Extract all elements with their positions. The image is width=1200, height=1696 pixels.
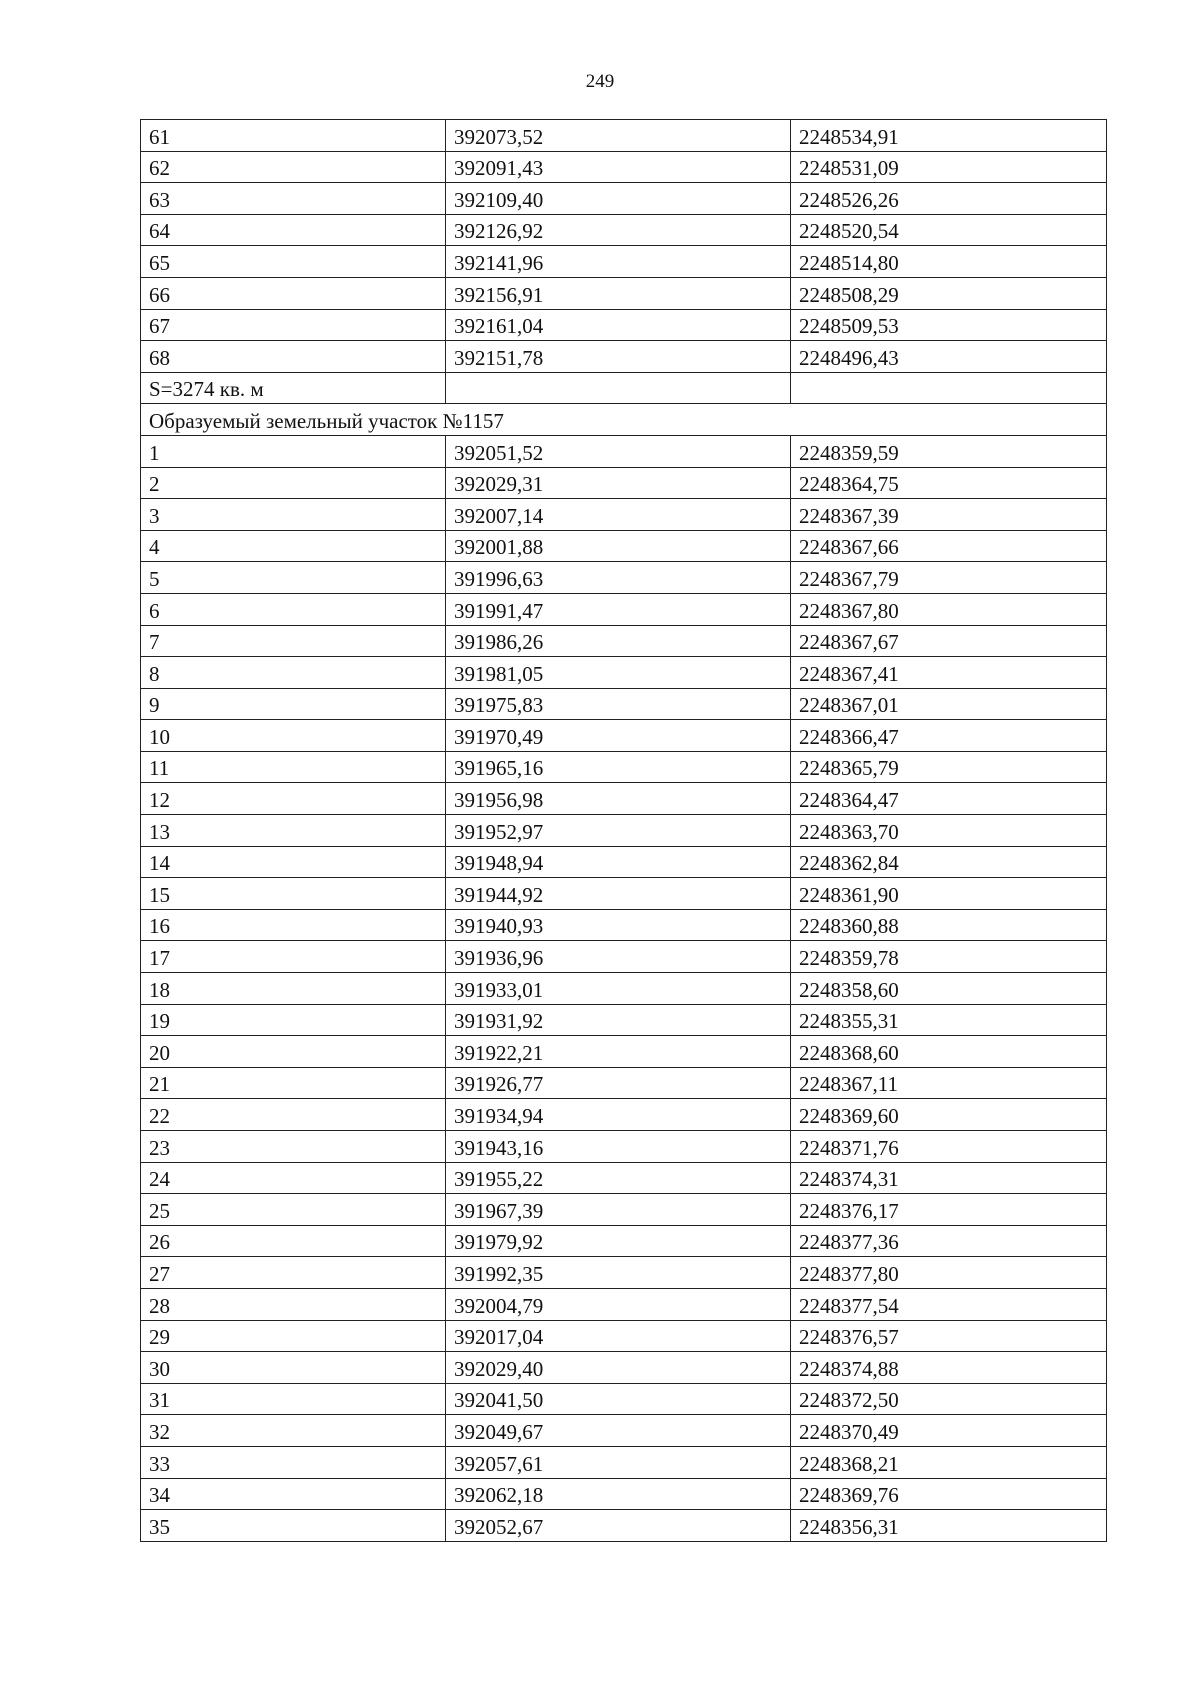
coord-y-cell: 2248362,84	[791, 846, 1107, 878]
point-number-cell: 18	[141, 973, 446, 1005]
point-number-cell: 15	[141, 878, 446, 910]
coord-y-cell: 2248534,91	[791, 120, 1107, 152]
coord-y-cell: 2248367,11	[791, 1067, 1107, 1099]
point-number-cell: 22	[141, 1099, 446, 1131]
table-row	[141, 878, 1107, 910]
coord-y-cell: 2248377,36	[791, 1225, 1107, 1257]
coord-y-cell: 2248367,80	[791, 593, 1107, 625]
point-number-cell: 63	[141, 183, 446, 215]
coord-y-cell: 2248374,88	[791, 1352, 1107, 1384]
table-row	[141, 562, 1107, 594]
point-number-cell: 21	[141, 1067, 446, 1099]
table-row	[141, 1383, 1107, 1415]
point-number-cell: 64	[141, 214, 446, 246]
table-row	[141, 1320, 1107, 1352]
coord-y-cell: 2248364,47	[791, 783, 1107, 815]
table-row	[141, 1478, 1107, 1510]
table-row	[141, 246, 1107, 278]
point-number-cell: 13	[141, 815, 446, 847]
point-number-cell: 12	[141, 783, 446, 815]
table-row	[141, 1099, 1107, 1131]
coord-x-cell: 391933,01	[446, 973, 791, 1005]
coord-x-cell: 391991,47	[446, 593, 791, 625]
table-row	[141, 720, 1107, 752]
coord-y-cell: 2248360,88	[791, 909, 1107, 941]
coord-x-cell: 391970,49	[446, 720, 791, 752]
coord-y-cell: 2248363,70	[791, 815, 1107, 847]
table-row	[141, 1067, 1107, 1099]
coord-x-cell: 391986,26	[446, 625, 791, 657]
section-title: Образуемый земельный участок №1157	[141, 404, 1107, 436]
coord-y-cell: 2248520,54	[791, 214, 1107, 246]
coord-y-cell: 2248367,39	[791, 499, 1107, 531]
coord-y-cell: 2248531,09	[791, 151, 1107, 183]
point-number-cell: 19	[141, 1004, 446, 1036]
table-row	[141, 530, 1107, 562]
point-number-cell: 9	[141, 688, 446, 720]
table-row	[141, 499, 1107, 531]
table-row	[141, 846, 1107, 878]
table-row	[141, 277, 1107, 309]
point-number-cell: 32	[141, 1415, 446, 1447]
coord-y-cell: 2248496,43	[791, 341, 1107, 373]
point-number-cell: 33	[141, 1446, 446, 1478]
coord-x-cell: 391944,92	[446, 878, 791, 910]
coord-y-cell: 2248369,76	[791, 1478, 1107, 1510]
point-number-cell: 17	[141, 941, 446, 973]
coord-x-cell: 392062,18	[446, 1478, 791, 1510]
coord-x-cell: 392004,79	[446, 1288, 791, 1320]
table-row	[141, 1510, 1107, 1542]
coord-y-cell: 2248370,49	[791, 1415, 1107, 1447]
table-row	[141, 593, 1107, 625]
coord-x-cell: 391922,21	[446, 1036, 791, 1068]
point-number-cell: 61	[141, 120, 446, 152]
coord-x-cell: 392007,14	[446, 499, 791, 531]
coord-y-cell: 2248364,75	[791, 467, 1107, 499]
point-number-cell: 35	[141, 1510, 446, 1542]
coord-x-cell: 392073,52	[446, 120, 791, 152]
coord-y-cell: 2248376,17	[791, 1194, 1107, 1226]
table-row	[141, 214, 1107, 246]
coord-y-cell: 2248358,60	[791, 973, 1107, 1005]
table-row	[141, 657, 1107, 689]
coord-y-cell: 2248355,31	[791, 1004, 1107, 1036]
coord-x-cell: 392052,67	[446, 1510, 791, 1542]
coord-x-cell: 392091,43	[446, 151, 791, 183]
coord-x-cell: 391965,16	[446, 751, 791, 783]
table-row	[141, 120, 1107, 152]
coord-x-cell: 392051,52	[446, 435, 791, 467]
coord-y-cell: 2248377,80	[791, 1257, 1107, 1289]
coord-x-cell: 391981,05	[446, 657, 791, 689]
point-number-cell: 65	[141, 246, 446, 278]
coord-x-cell: 392029,31	[446, 467, 791, 499]
table-row	[141, 688, 1107, 720]
table-row	[141, 1004, 1107, 1036]
coord-x-cell: 391940,93	[446, 909, 791, 941]
coord-x-cell: 392151,78	[446, 341, 791, 373]
point-number-cell: 7	[141, 625, 446, 657]
point-number-cell: 24	[141, 1162, 446, 1194]
coord-y-cell: 2248509,53	[791, 309, 1107, 341]
coord-y-cell: 2248367,79	[791, 562, 1107, 594]
point-number-cell: 20	[141, 1036, 446, 1068]
coord-y-cell: 2248356,31	[791, 1510, 1107, 1542]
point-number-cell: 11	[141, 751, 446, 783]
point-number-cell: 14	[141, 846, 446, 878]
point-number-cell: 31	[141, 1383, 446, 1415]
table-row	[141, 467, 1107, 499]
coord-y-cell: 2248367,01	[791, 688, 1107, 720]
coord-x-cell: 391943,16	[446, 1131, 791, 1163]
coordinates-table	[140, 119, 1107, 1542]
coord-x-cell: 391979,92	[446, 1225, 791, 1257]
coord-y-cell: 2248367,66	[791, 530, 1107, 562]
table-row	[141, 341, 1107, 373]
table-row	[141, 1225, 1107, 1257]
coord-y-cell: 2248359,59	[791, 435, 1107, 467]
point-number-cell: 28	[141, 1288, 446, 1320]
table-row	[141, 1257, 1107, 1289]
coord-y-cell: 2248369,60	[791, 1099, 1107, 1131]
coord-y-cell: 2248377,54	[791, 1288, 1107, 1320]
coord-y-cell: 2248365,79	[791, 751, 1107, 783]
coord-x-cell: 392141,96	[446, 246, 791, 278]
point-number-cell: 27	[141, 1257, 446, 1289]
coord-x-cell: 391926,77	[446, 1067, 791, 1099]
coord-y-cell: 2248359,78	[791, 941, 1107, 973]
coord-y-cell: 2248526,26	[791, 183, 1107, 215]
coord-x-cell: 392001,88	[446, 530, 791, 562]
coord-x-cell: 391931,92	[446, 1004, 791, 1036]
coord-y-cell: 2248371,76	[791, 1131, 1107, 1163]
point-number-cell: 5	[141, 562, 446, 594]
table-row	[141, 783, 1107, 815]
table-row	[141, 751, 1107, 783]
point-number-cell: 16	[141, 909, 446, 941]
point-number-cell: 1	[141, 435, 446, 467]
point-number-cell: 2	[141, 467, 446, 499]
coord-x-cell: 391956,98	[446, 783, 791, 815]
table-row	[141, 1288, 1107, 1320]
area-summary	[141, 372, 1107, 435]
table-row	[141, 973, 1107, 1005]
point-number-cell: 8	[141, 657, 446, 689]
point-number-cell: 3	[141, 499, 446, 531]
coordinates-rows-top	[141, 120, 1107, 373]
coord-x-cell: 392049,67	[446, 1415, 791, 1447]
table-row	[141, 1352, 1107, 1384]
coord-x-cell: 392029,40	[446, 1352, 791, 1384]
coord-y-cell: 2248361,90	[791, 878, 1107, 910]
point-number-cell: 68	[141, 341, 446, 373]
point-number-cell: 34	[141, 1478, 446, 1510]
area-cell: S=3274 кв. м	[141, 372, 446, 404]
table-row	[141, 625, 1107, 657]
table-row	[141, 435, 1107, 467]
point-number-cell: 23	[141, 1131, 446, 1163]
point-number-cell: 4	[141, 530, 446, 562]
coord-x-cell: 391948,94	[446, 846, 791, 878]
coord-y-cell: 2248367,41	[791, 657, 1107, 689]
coord-x-cell: 392161,04	[446, 309, 791, 341]
coord-x-cell: 392041,50	[446, 1383, 791, 1415]
table-row	[141, 1415, 1107, 1447]
coord-y-cell: 2248514,80	[791, 246, 1107, 278]
coord-x-cell: 391955,22	[446, 1162, 791, 1194]
table-row	[141, 151, 1107, 183]
coord-x-cell: 391936,96	[446, 941, 791, 973]
table-row	[141, 1036, 1107, 1068]
coord-x-cell: 391967,39	[446, 1194, 791, 1226]
coord-x-cell: 391952,97	[446, 815, 791, 847]
area-row	[141, 372, 1107, 404]
point-number-cell: 67	[141, 309, 446, 341]
point-number-cell: 25	[141, 1194, 446, 1226]
coord-y-cell: 2248372,50	[791, 1383, 1107, 1415]
point-number-cell: 66	[141, 277, 446, 309]
table-row	[141, 1446, 1107, 1478]
coord-y-cell: 2248367,67	[791, 625, 1107, 657]
table-row	[141, 1194, 1107, 1226]
point-number-cell: 6	[141, 593, 446, 625]
coord-x-cell: 391975,83	[446, 688, 791, 720]
section-header-row	[141, 404, 1107, 436]
point-number-cell: 30	[141, 1352, 446, 1384]
coord-x-cell: 392057,61	[446, 1446, 791, 1478]
coord-x-cell: 391934,94	[446, 1099, 791, 1131]
coord-x-cell: 392126,92	[446, 214, 791, 246]
coord-x-cell: 392017,04	[446, 1320, 791, 1352]
table-row	[141, 941, 1107, 973]
table-row	[141, 183, 1107, 215]
empty-cell	[791, 372, 1107, 404]
point-number-cell: 10	[141, 720, 446, 752]
coordinates-rows-bottom	[141, 435, 1107, 1541]
coord-y-cell: 2248508,29	[791, 277, 1107, 309]
point-number-cell: 62	[141, 151, 446, 183]
coord-y-cell: 2248374,31	[791, 1162, 1107, 1194]
table-row	[141, 1162, 1107, 1194]
point-number-cell: 29	[141, 1320, 446, 1352]
coord-y-cell: 2248368,21	[791, 1446, 1107, 1478]
table-row	[141, 909, 1107, 941]
coord-x-cell: 392109,40	[446, 183, 791, 215]
empty-cell	[446, 372, 791, 404]
coord-x-cell: 391996,63	[446, 562, 791, 594]
point-number-cell: 26	[141, 1225, 446, 1257]
table-row	[141, 1131, 1107, 1163]
coord-y-cell: 2248368,60	[791, 1036, 1107, 1068]
table-row	[141, 815, 1107, 847]
coord-x-cell: 392156,91	[446, 277, 791, 309]
coord-y-cell: 2248366,47	[791, 720, 1107, 752]
page-number: 249	[585, 71, 615, 92]
coord-y-cell: 2248376,57	[791, 1320, 1107, 1352]
coord-x-cell: 391992,35	[446, 1257, 791, 1289]
table-row	[141, 309, 1107, 341]
